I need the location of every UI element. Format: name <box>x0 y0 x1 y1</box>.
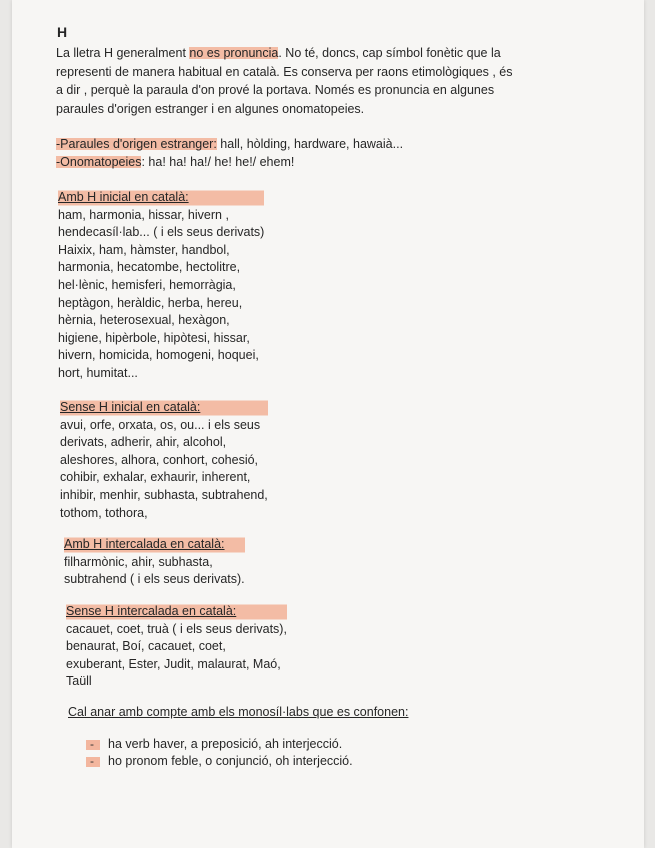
list-item: cohibir, exhalar, exhaurir, inherent, <box>60 470 251 485</box>
list-item: benaurat, Boí, cacauet, coet, <box>66 639 226 654</box>
list-item: Haixix, ham, hàmster, handbol, <box>58 242 230 257</box>
list-item: avui, orfe, orxata, os, ou... i els seus <box>60 417 261 432</box>
list-item: hendecasíl·lab... ( i els seus derivats) <box>58 225 265 240</box>
list-item: filharmònic, ahir, subhasta, <box>64 554 213 569</box>
bullet-icon <box>86 740 100 750</box>
foreign-words-line <box>56 135 403 153</box>
list-item: subtrahend ( i els seus derivats). <box>64 572 245 587</box>
intro-line-2: representi de manera habitual en català. Es conserva per raons etimològiques , és <box>56 64 513 79</box>
list-item: tothom, tothora, <box>60 505 148 520</box>
list-item: hel·lènic, hemisferi, hemorràgia, <box>58 277 236 292</box>
list-item: inhibir, menhir, subhasta, subtrahend, <box>60 487 268 502</box>
list-item: higiene, hipèrbole, hipòtesi, hissar, <box>58 330 250 345</box>
list-item: Taüll <box>66 674 92 689</box>
section-no-initial-h <box>60 399 268 522</box>
section-heading: Amb H intercalada en català: <box>64 536 245 554</box>
list-item: derivats, adherir, ahir, alcohol, <box>60 435 227 450</box>
list-item: exuberant, Ester, Judit, malaurat, Maó, <box>66 656 281 671</box>
caution-text: ha verb haver, a preposició, ah interjecció. <box>108 737 343 751</box>
section-heading: Amb H inicial en català: <box>58 189 264 207</box>
caution-item <box>86 753 353 771</box>
intro-highlight: no es pronuncia <box>189 46 279 60</box>
onomatopoeia-label: -Onomatopeies <box>56 155 142 169</box>
list-item: cacauet, coet, truà ( i els seus derivats), <box>66 621 287 636</box>
section-heading: Sense H inicial en català: <box>60 399 268 417</box>
intro-paragraph <box>56 44 556 118</box>
list-item: harmonia, hecatombe, hectolitre, <box>58 260 241 275</box>
page-title: H <box>57 24 68 40</box>
list-item: ham, harmonia, hissar, hivern , <box>58 207 229 222</box>
onomatopoeia-text: : ha! ha! ha!/ he! he!/ ehem! <box>141 155 295 169</box>
onomatopoeia-line <box>56 153 294 171</box>
foreign-words-text: hall, hòlding, hardware, hawaià... <box>216 137 404 151</box>
intro-line-3: a dir , perquè la paraula d'on prové la portava. Només es pronuncia en algunes <box>56 83 495 97</box>
list-item: hivern, homicida, homogeni, hoquei, <box>58 348 259 363</box>
intro-line-4: paraules d'origen estranger i en algunes onomatopeies. <box>56 101 365 116</box>
list-item: aleshores, alhora, conhort, cohesió, <box>60 452 259 467</box>
bullet-icon <box>86 757 100 767</box>
intro-line-1-a: La lletra H generalment <box>56 46 190 60</box>
list-item: heptàgon, heràldic, herba, hereu, <box>58 295 243 310</box>
section-initial-h <box>58 189 264 383</box>
caution-heading: Cal anar amb compte amb els monosíl·labs que es confonen: <box>68 705 409 719</box>
list-item: hort, humitat... <box>58 365 138 380</box>
intro-line-1 <box>56 44 556 63</box>
section-no-middle-h <box>66 603 287 691</box>
foreign-words-label: -Paraules d'origen estranger: <box>56 137 217 151</box>
caution-item <box>86 736 342 754</box>
list-item: hèrnia, heterosexual, hexàgon, <box>58 313 230 328</box>
section-heading: Sense H intercalada en català: <box>66 603 287 621</box>
section-middle-h <box>64 536 245 589</box>
document-page <box>12 0 644 848</box>
intro-line-1-b: . No té, doncs, cap símbol fonètic que la <box>278 46 501 60</box>
caution-text: ho pronom feble, o conjunció, oh interjecció. <box>108 754 353 768</box>
